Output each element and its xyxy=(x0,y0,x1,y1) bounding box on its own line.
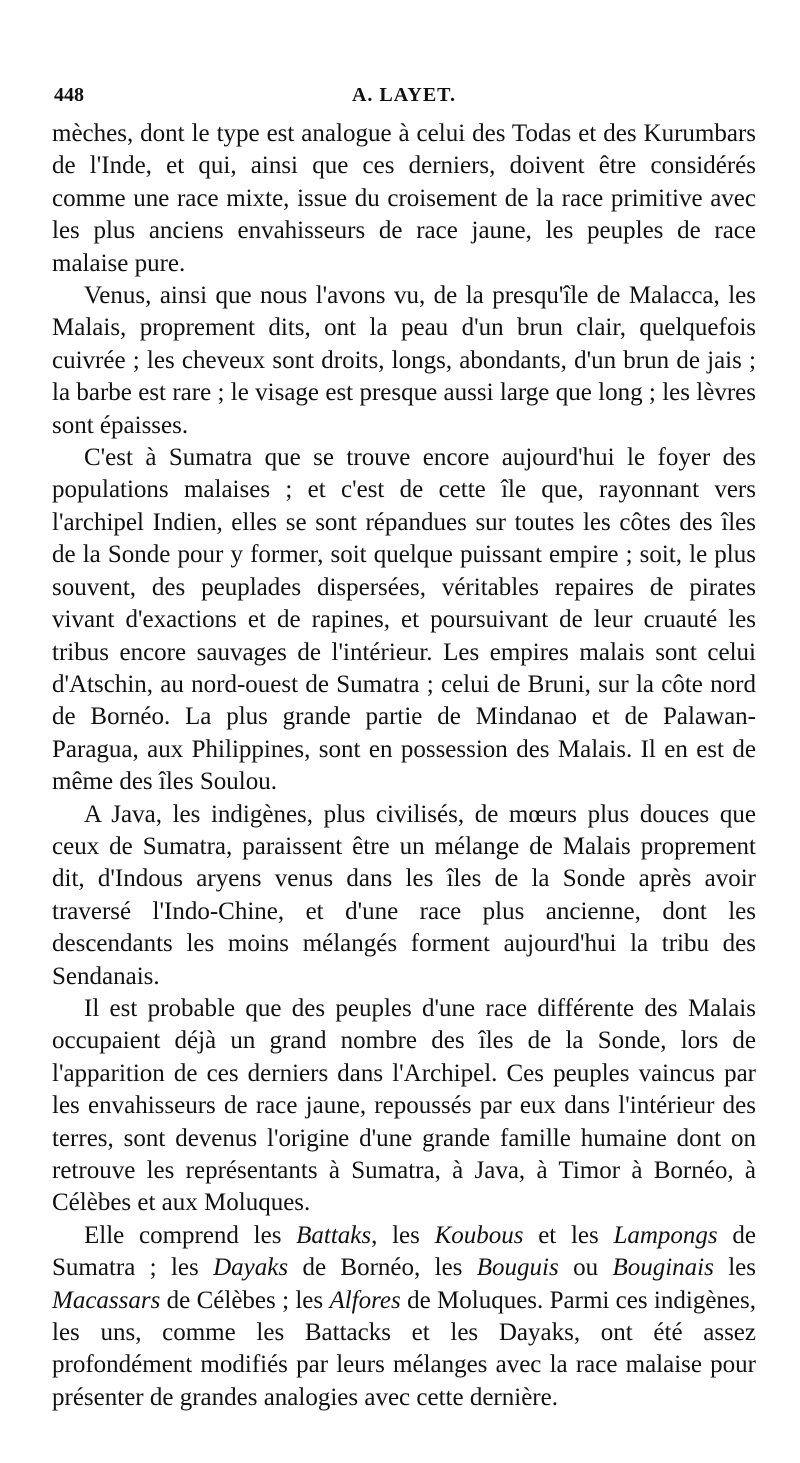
paragraph-5 xyxy=(52,993,756,1220)
text-run: A Java, les indigènes, plus civilisés, de mœurs plus douces que ceux de Sumatra, paraissent être un mélange de Malais proprement dit, d'Indous aryens venus dans les îles de la Sonde après avoir traversé l'Indo-Chine, et d'une race plus ancienne, dont les descendants les moins mélangés forment aujourd'hui la tribu des Sendanais. xyxy=(52,800,756,990)
book-page xyxy=(52,78,756,1414)
italic-term: Koubous xyxy=(434,1221,524,1249)
italic-term: Dayaks xyxy=(213,1254,289,1282)
paragraph-2 xyxy=(52,280,756,442)
text-run: Venus, ainsi que nous l'avons vu, de la presqu'île de Malacca, les Malais, proprement dits, ont la peau d'un brun clair, quelquefois cuivrée ; les cheveux sont droits, longs, abondants, d'un brun de jais ; la barbe est rare ; le visage est presque aussi large que long ; les lèvres sont épaisses. xyxy=(52,282,756,439)
text-run: de Moluques. Parmi ces indigènes, les uns, comme les Battacks et les Dayaks, ont été assez profondément modifiés par leurs mélanges avec la race malaise pour présenter de grandes analogies avec cette dernière. xyxy=(52,1286,756,1411)
running-title: A. LAYET. xyxy=(351,84,457,106)
text-run: Il est probable que des peuples d'une race différente des Malais occupaient déjà un grand nombre des îles de la Sonde, lors de l'apparition de ces derniers dans l'Archipel. Ces peuples vaincus par les envahisseurs de race jaune, repoussés par eux dans l'intérieur des terres, sont devenus l'origine d'une grande famille humaine dont on retrouve les représentants à Sumatra, à Java, à Timor à Bornéo, à Célèbes et aux Moluques. xyxy=(52,994,756,1217)
paragraph-3 xyxy=(52,442,756,798)
running-head xyxy=(52,78,756,118)
text-run: C'est à Sumatra que se trouve encore aujourd'hui le foyer des populations malaises ; et c'est de cette île que, rayonnant vers l'archipel Indien, elles se sont répandues sur toutes les côtes des îles de la Sonde pour y former, soit quelque puissant empire ; soit, le plus souvent, des peuplades dispersées, véritables repaires de pirates vivant d'exactions et de rapines, et poursuivant de leur cruauté les tribus encore sauvages de l'intérieur. Les empires malais sont celui d'Atschin, au nord-ouest de Sumatra ; celui de Bruni, sur la côte nord de Bornéo. La plus grande partie de Mindanao et de Palawan-Paragua, aux Philippines, sont en possession des Malais. Il en est de même des îles Soulou. xyxy=(52,444,756,796)
italic-term: Macassars xyxy=(52,1286,161,1314)
paragraph-6 xyxy=(52,1220,756,1414)
text-run: , les xyxy=(371,1221,435,1249)
text-run: de Bornéo, les xyxy=(288,1254,477,1282)
page-number: 448 xyxy=(54,84,84,106)
body-text xyxy=(52,118,756,1414)
italic-term: Bouguis xyxy=(476,1254,559,1282)
italic-term: Alfores xyxy=(329,1286,401,1314)
text-run: ou xyxy=(558,1254,613,1282)
text-run: de Célèbes ; les xyxy=(160,1286,330,1314)
text-run: et les xyxy=(523,1221,614,1249)
text-run: mèches, dont le type est analogue à celui des Todas et des Kurumbars de l'Inde, et qui, ainsi que ces derniers, doivent être considérés comme une race mixte, issue du croisement de la race primitive avec les plus anciens envahisseurs de race jaune, les peuples de race malaise pure. xyxy=(52,120,756,277)
paragraph-1 xyxy=(52,118,756,280)
italic-term: Battaks xyxy=(296,1221,372,1249)
italic-term: Bouginais xyxy=(612,1254,714,1282)
text-run: de Sumatra ; les xyxy=(52,1221,756,1282)
paragraph-4 xyxy=(52,799,756,993)
italic-term: Lampongs xyxy=(613,1221,718,1249)
text-run: Elle comprend les xyxy=(84,1221,297,1249)
text-run: les xyxy=(713,1254,757,1282)
